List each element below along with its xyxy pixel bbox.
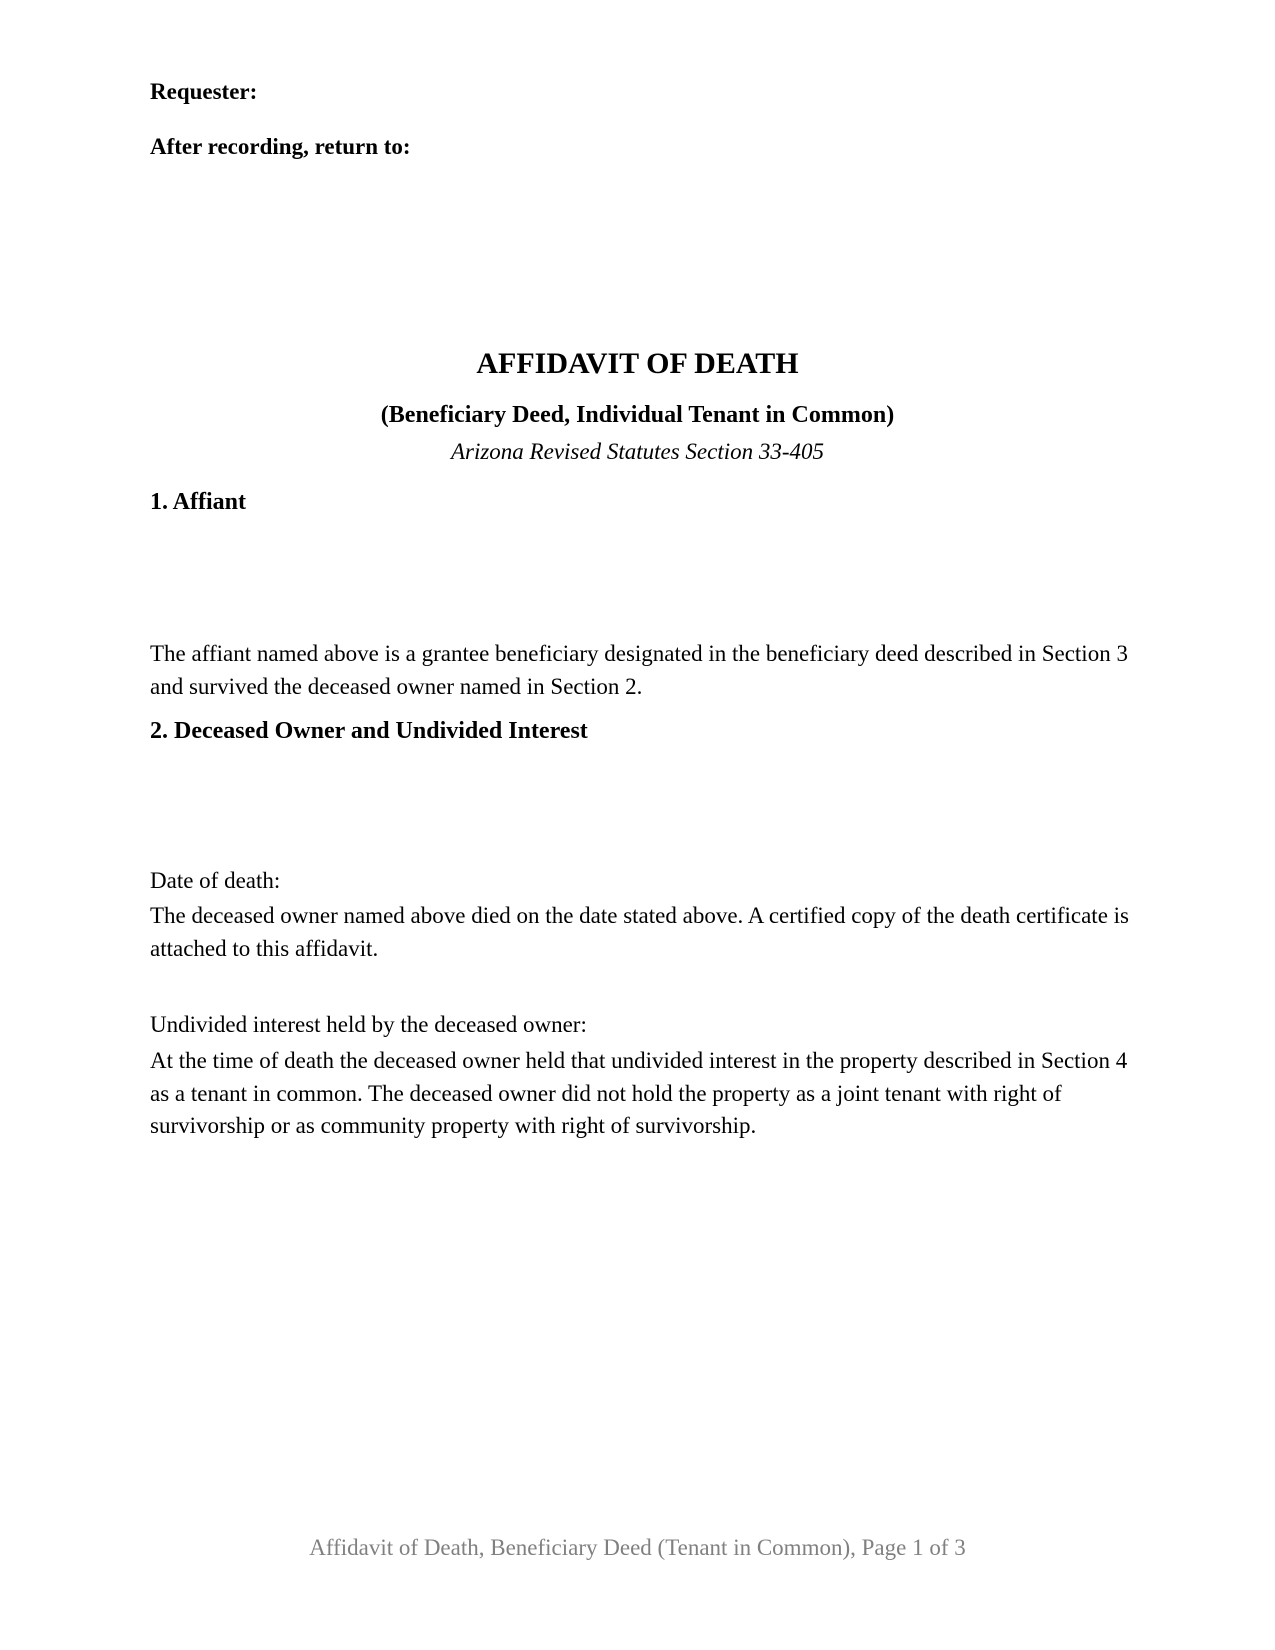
undivided-interest-label: Undivided interest held by the deceased owner: xyxy=(150,1012,587,1037)
document-subtitle: (Beneficiary Deed, Individual Tenant in Common) xyxy=(380,402,895,428)
statute-reference: Arizona Revised Statutes Section 33-405 xyxy=(450,439,825,464)
document-title: AFFIDAVIT OF DEATH xyxy=(476,347,799,380)
date-of-death-label: Date of death: xyxy=(150,868,281,893)
requester-label: Requester: xyxy=(150,79,258,104)
section-1-heading: 1. Affiant xyxy=(150,489,246,515)
undivided-interest-paragraph: At the time of death the deceased owner held that undivided interest in the property described in Section 4 as a tenant in common. The deceased owner did not hold the property as a joint tenant with right of survivorship or as community property with right of survivorship. xyxy=(150,1048,1128,1138)
return-to-label: After recording, return to: xyxy=(150,134,411,159)
page-footer: Affidavit of Death, Beneficiary Deed (Tenant in Common), Page 1 of 3 xyxy=(309,1535,966,1560)
section-2-heading: 2. Deceased Owner and Undivided Interest xyxy=(150,718,588,744)
section-1-paragraph: The affiant named above is a grantee beneficiary designated in the beneficiary deed described in Section 3 and survived the deceased owner named in Section 2. xyxy=(150,641,1128,699)
date-of-death-paragraph: The deceased owner named above died on the date stated above. A certified copy of the death certificate is attached to this affidavit. xyxy=(150,903,1129,961)
